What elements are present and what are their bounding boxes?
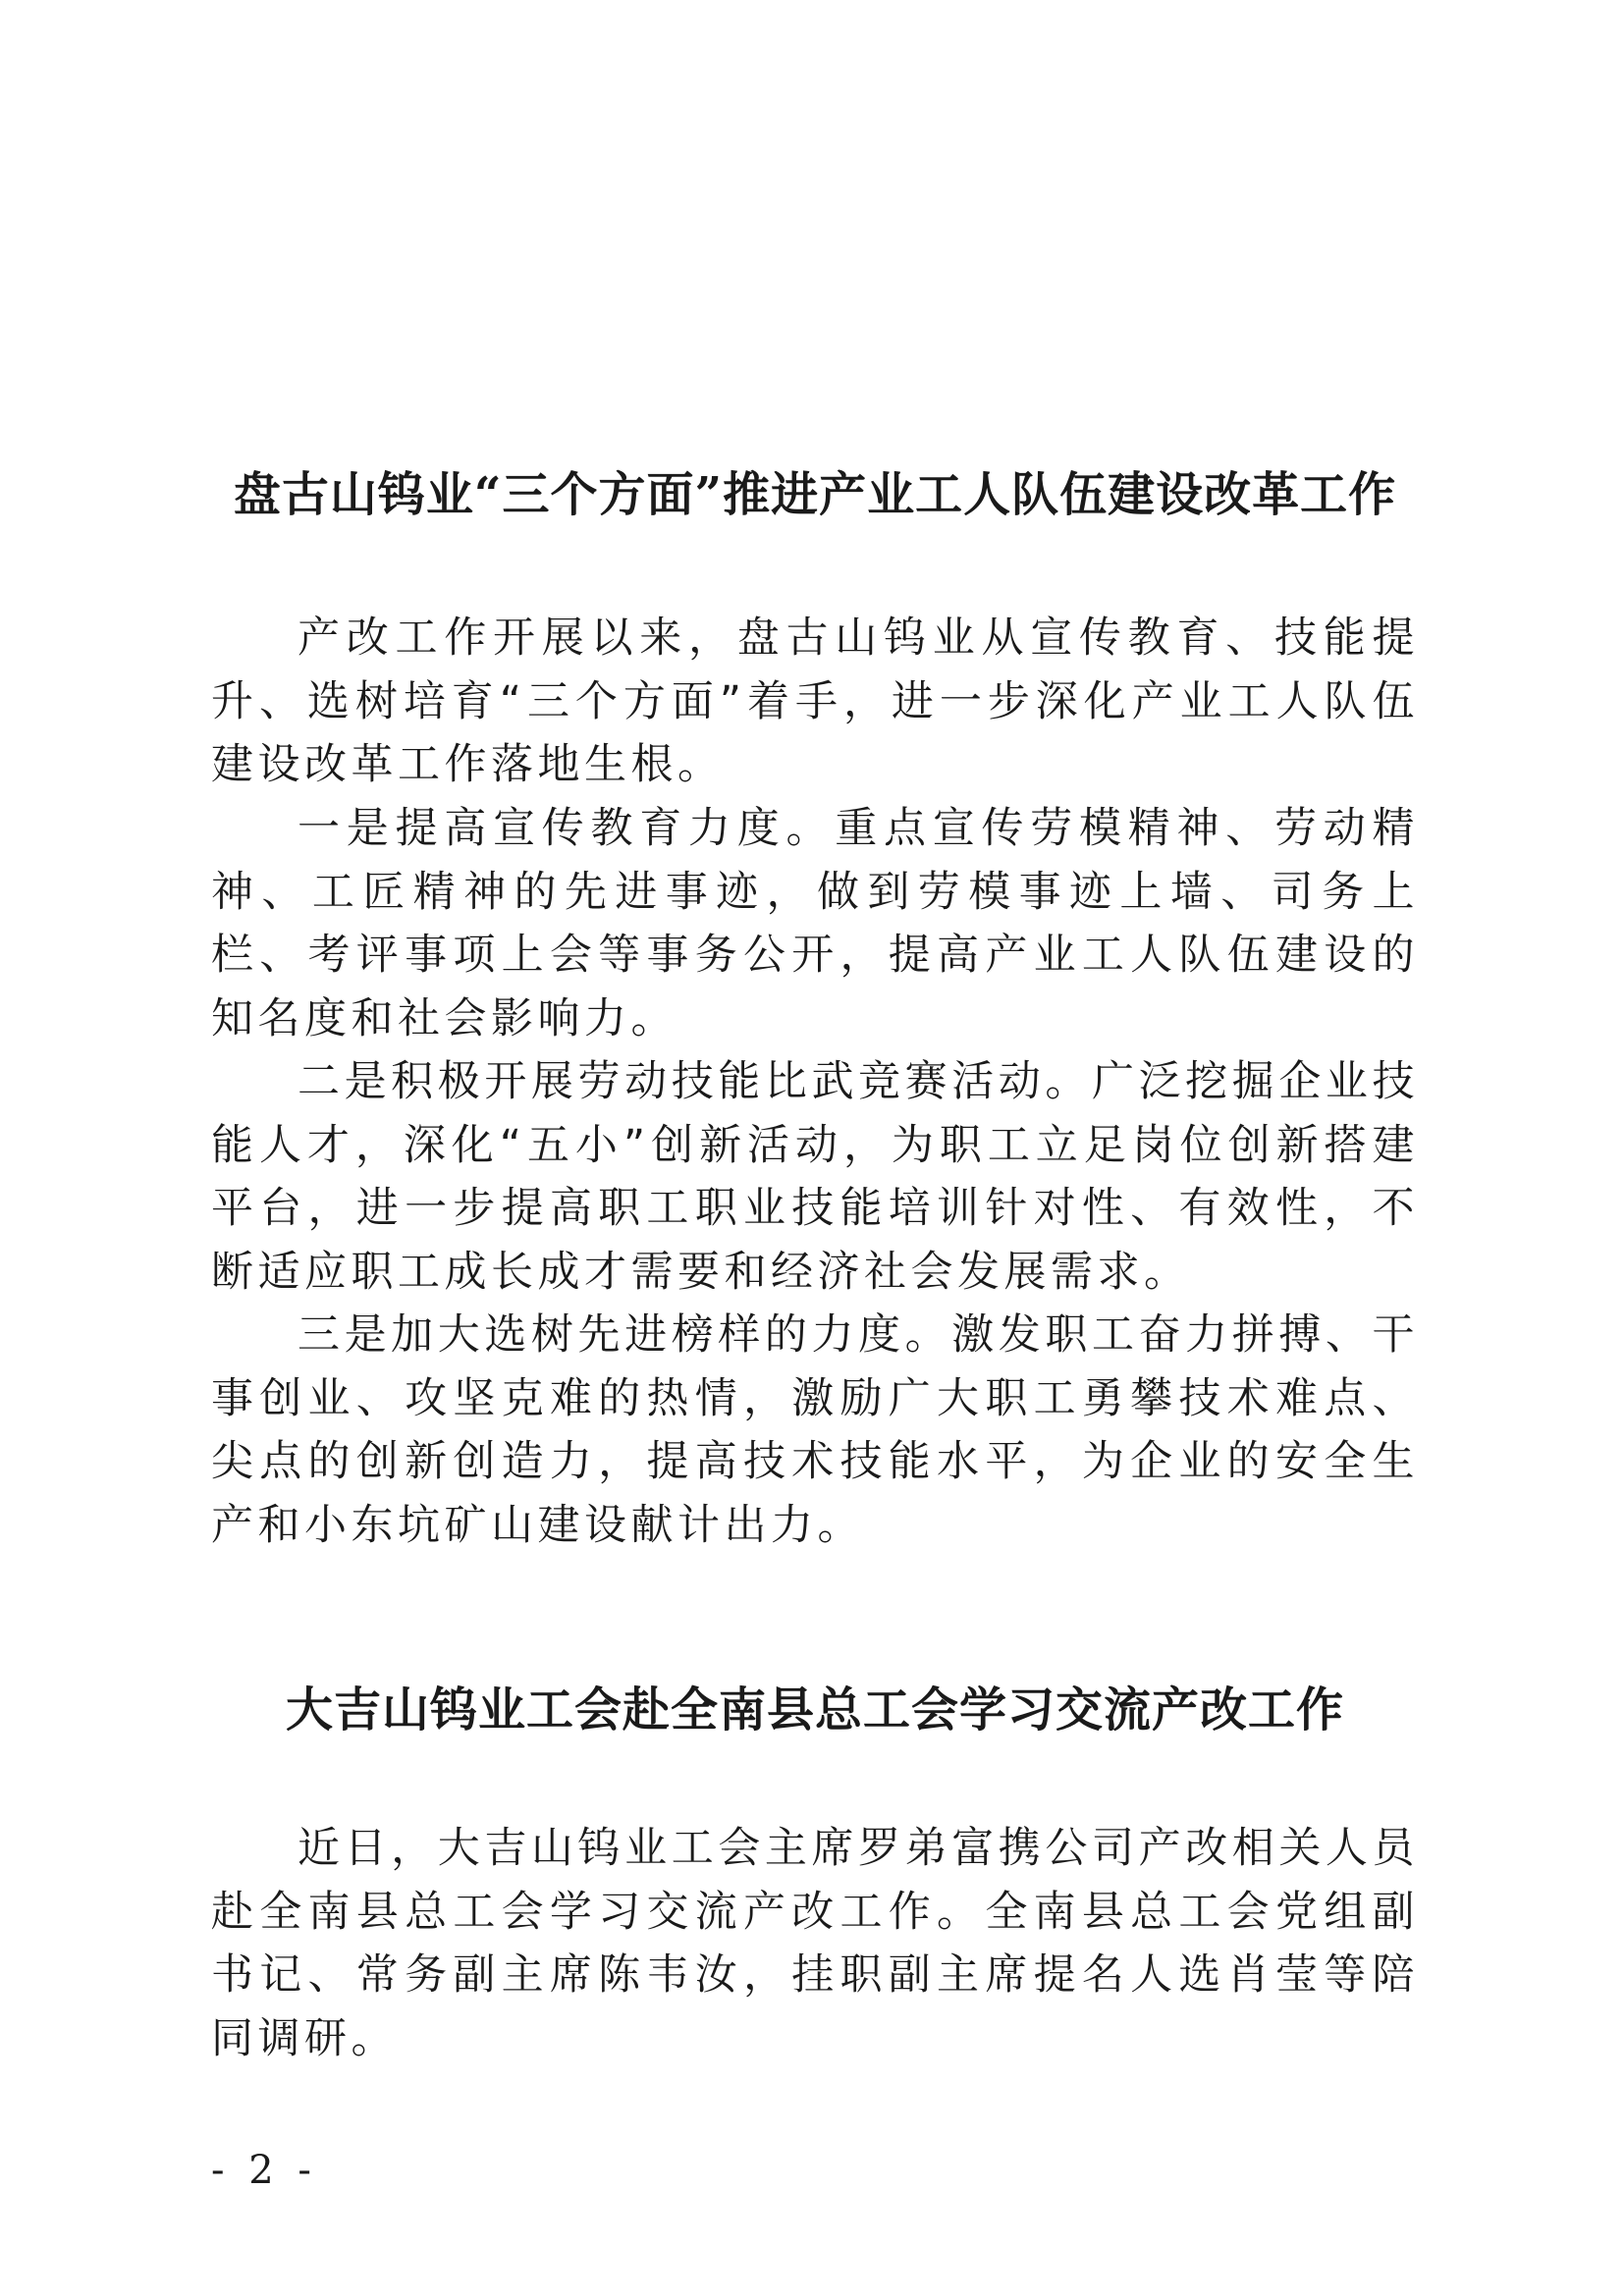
article-1-paragraph-role-models: 三是加大选树先进榜样的力度。激发职工奋力拼搏、干事创业、攻坚克难的热情，激励广大职工勇攀技术难点、尖点的创新创造力，提高技术技能水平，为企业的安全生产和小东坑矿山建设献计出力。 [211, 1310, 1419, 1550]
article-1-paragraph-intro: 产改工作开展以来，盘古山钨业从宣传教育、技能提升、选树培育“三个方面”着手，进一步深化产业工人队伍建设改革工作落地生根。 [211, 614, 1419, 789]
article-1-paragraph-publicity: 一是提高宣传教育力度。重点宣传劳模精神、劳动精神、工匠精神的先进事迹，做到劳模事迹上墙、司务上栏、考评事项上会等事务公开，提高产业工人队伍建设的知名度和社会影响力。 [211, 804, 1419, 1043]
article-2-paragraph-intro: 近日，大吉山钨业工会主席罗弟富携公司产改相关人员赴全南县总工会学习交流产改工作。全南县总工会党组副书记、常务副主席陈韦汝，挂职副主席提名人选肖莹等陪同调研。 [211, 1824, 1419, 2063]
article-2-title: 大吉山钨业工会赴全南县总工会学习交流产改工作 [285, 1682, 1344, 1737]
article-1-paragraph-skills-competition: 二是积极开展劳动技能比武竞赛活动。广泛挖掘企业技能人才，深化“五小”创新活动，为职工立足岗位创新搭建平台，进一步提高职工职业技能培训针对性、有效性，不断适应职工成长成才需要和经济社会发展需求。 [211, 1057, 1419, 1297]
article-1-title: 盘古山钨业“三个方面”推进产业工人队伍建设改革工作 [233, 467, 1397, 522]
page-number: - 2 - [211, 2148, 317, 2193]
